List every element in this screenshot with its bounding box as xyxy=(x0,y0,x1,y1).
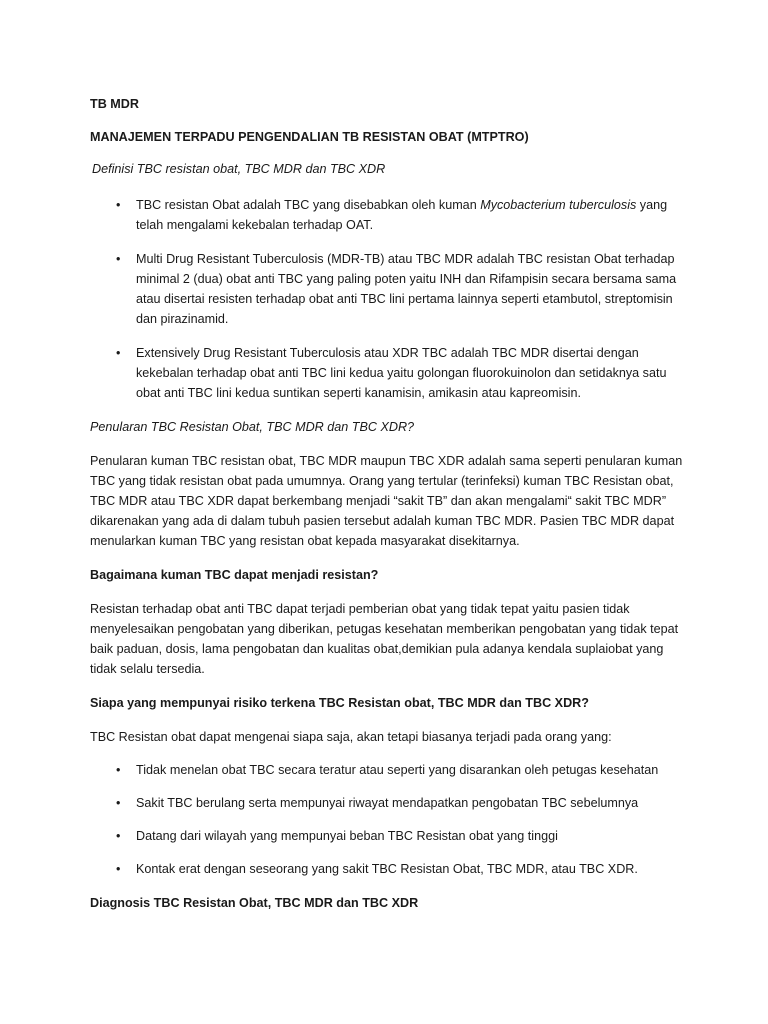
definition-text: yang telah mengalami kekebalan terhadap OAT. xyxy=(136,198,668,232)
list-item xyxy=(90,195,690,235)
cause-heading: Bagaimana kuman TBC dapat menjadi resistan? xyxy=(90,568,379,582)
definition-text: Extensively Drug Resistant Tuberculosis atau XDR TBC adalah TBC MDR disertai dengan kekebalan terhadap obat anti TBC lini kedua yaitu golongan fluorokuinolon dan setidaknya satu obat anti TBC lini kedua suntikan seperti kanamisin, amikasin atau kapreomisin. xyxy=(136,346,667,400)
transmission-paragraph: Penularan kuman TBC resistan obat, TBC MDR maupun TBC XDR adalah sama seperti penularan kuman TBC yang tidak resistan obat pada umumnya. Orang yang tertular (terinfeksi) kuman TBC Resistan obat, TBC MDR atau TBC XDR dapat berkembang menjadi “sakit TB” dan akan mengalami“ sakit TBC MDR” dikarenakan yang ada di dalam tubuh pasien tersebut adalah kuman TBC MDR. Pasien TBC MDR dapat menularkan kuman TBC yang resistan obat kepada masyarakat disekitarnya. xyxy=(90,454,683,548)
definition-text: Multi Drug Resistant Tuberculosis (MDR-TB) atau TBC MDR adalah TBC resistan Obat terhadap minimal 2 (dua) obat anti TBC yang paling poten yaitu INH dan Rifampisin secara bersama sama atau disertai resisten terhadap obat anti TBC lini pertama lainnya seperti etambutol, streptomisin dan pirazinamid. xyxy=(136,252,677,326)
diagnosis-heading: Diagnosis TBC Resistan Obat, TBC MDR dan TBC XDR xyxy=(90,896,419,910)
definition-list xyxy=(90,195,690,403)
document-page xyxy=(90,94,690,913)
risk-heading: Siapa yang mempunyai risiko terkena TBC Resistan obat, TBC MDR dan TBC XDR? xyxy=(90,696,589,710)
bullet-icon: • xyxy=(116,829,121,843)
bullet-icon: • xyxy=(116,252,121,266)
risk-list xyxy=(90,760,690,879)
document-subtitle: MANAJEMEN TERPADU PENGENDALIAN TB RESISTAN OBAT (MTPTRO) xyxy=(90,130,529,144)
list-item xyxy=(90,343,690,403)
list-item xyxy=(90,826,690,846)
definition-heading: Definisi TBC resistan obat, TBC MDR dan TBC XDR xyxy=(92,162,386,176)
risk-item-text: Tidak menelan obat TBC secara teratur atau seperti yang disarankan oleh petugas kesehatan xyxy=(136,763,659,777)
list-item xyxy=(90,249,690,329)
list-item xyxy=(90,760,690,780)
risk-intro: TBC Resistan obat dapat mengenai siapa saja, akan tetapi biasanya terjadi pada orang yang: xyxy=(90,730,612,744)
risk-item-text: Kontak erat dengan seseorang yang sakit TBC Resistan Obat, TBC MDR, atau TBC XDR. xyxy=(136,862,638,876)
risk-item-text: Sakit TBC berulang serta mempunyai riwayat mendapatkan pengobatan TBC sebelumnya xyxy=(136,796,639,810)
risk-item-text: Datang dari wilayah yang mempunyai beban TBC Resistan obat yang tinggi xyxy=(136,829,558,843)
bullet-icon: • xyxy=(116,346,121,360)
species-name: Mycobacterium tuberculosis xyxy=(480,198,637,212)
definition-text: TBC resistan Obat adalah TBC yang disebabkan oleh kuman xyxy=(136,198,481,212)
bullet-icon: • xyxy=(116,198,121,212)
list-item xyxy=(90,793,690,813)
transmission-heading: Penularan TBC Resistan Obat, TBC MDR dan TBC XDR? xyxy=(90,420,415,434)
bullet-icon: • xyxy=(116,796,121,810)
cause-paragraph: Resistan terhadap obat anti TBC dapat terjadi pemberian obat yang tidak tepat yaitu pasien tidak menyelesaikan pengobatan yang diberikan, petugas kesehatan memberikan pengobatan yang tidak tepat baik paduan, dosis, lama pengobatan dan kualitas obat,demikian pula adanya kendala suplaiobat yang tidak selalu tersedia. xyxy=(90,602,679,676)
bullet-icon: • xyxy=(116,763,121,777)
bullet-icon: • xyxy=(116,862,121,876)
list-item xyxy=(90,859,690,879)
document-title: TB MDR xyxy=(90,97,139,111)
